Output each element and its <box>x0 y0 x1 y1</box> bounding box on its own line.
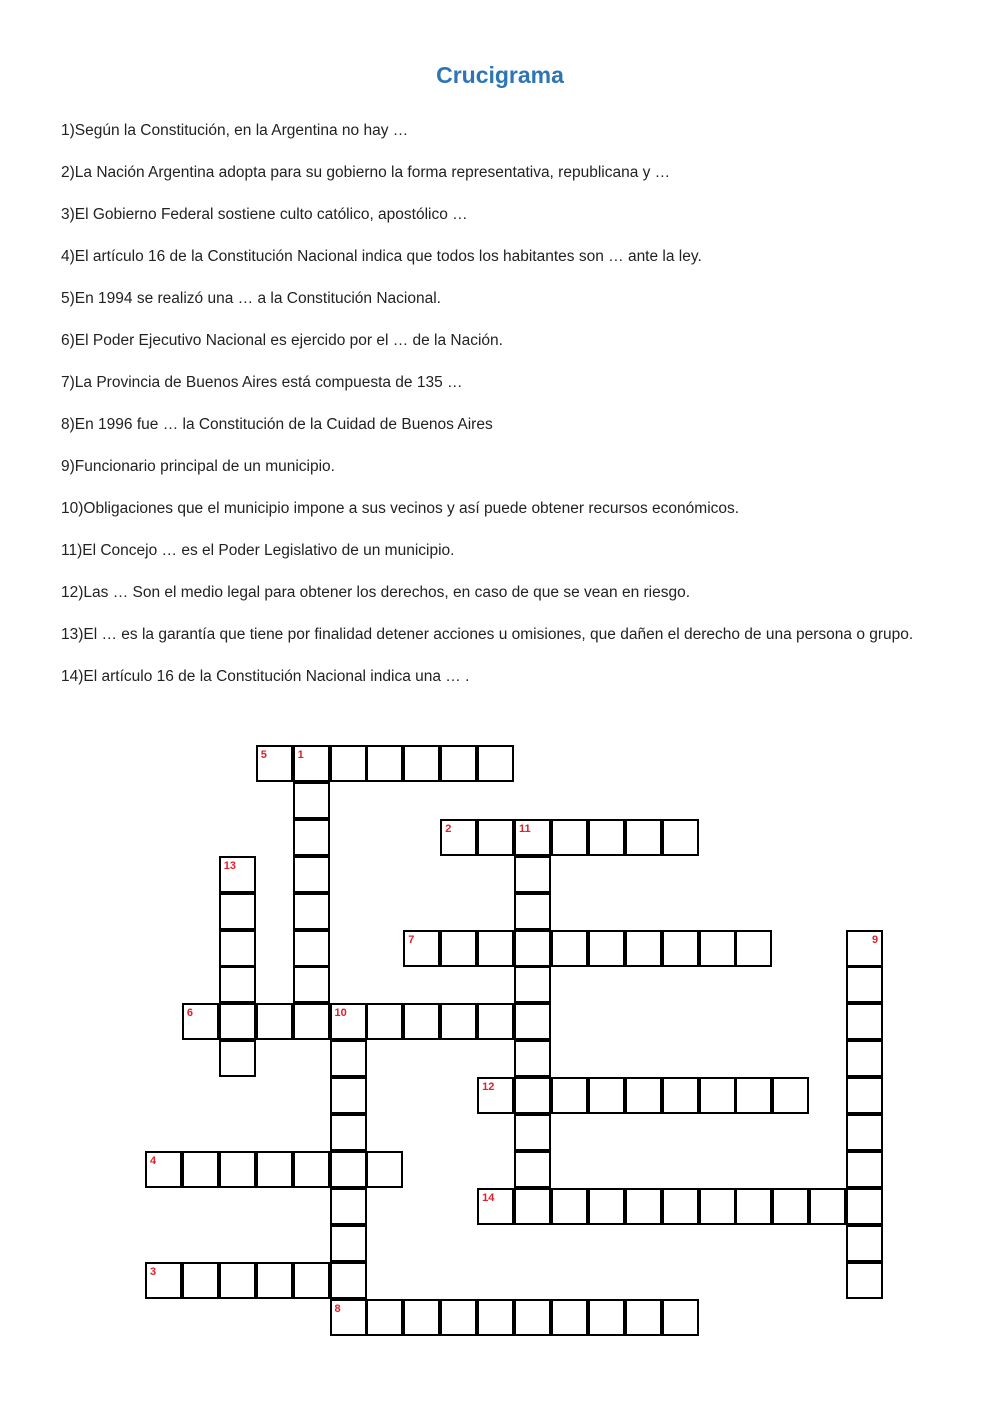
crossword-cell[interactable] <box>182 1003 219 1040</box>
clue-11: 11)El Concejo … es el Poder Legislativo de un municipio. <box>61 542 455 559</box>
crossword-cell[interactable] <box>846 1003 883 1040</box>
crossword-cell[interactable] <box>588 930 625 967</box>
crossword-cell[interactable] <box>625 819 662 856</box>
crossword-cell[interactable] <box>846 1077 883 1114</box>
crossword-cell[interactable] <box>699 1188 736 1225</box>
clue-number: 7 <box>408 933 415 946</box>
clue-8: 8)En 1996 fue … la Constitución de la Cuidad de Buenos Aires <box>61 416 493 433</box>
crossword-cell[interactable] <box>366 745 403 782</box>
crossword-cell[interactable] <box>846 1151 883 1188</box>
crossword-cell[interactable] <box>366 1003 403 1040</box>
crossword-cell[interactable] <box>662 1077 699 1114</box>
crossword-cell[interactable] <box>219 1151 256 1188</box>
crossword-cell[interactable] <box>145 1262 182 1299</box>
crossword-cell[interactable] <box>366 1151 403 1188</box>
crossword-cell[interactable] <box>440 930 477 967</box>
clue-9: 9)Funcionario principal de un municipio. <box>61 458 335 475</box>
crossword-cell[interactable] <box>440 1299 477 1336</box>
crossword-cell[interactable] <box>403 745 440 782</box>
clue-5: 5)En 1994 se realizó una … a la Constitución Nacional. <box>61 290 441 307</box>
crossword-cell[interactable] <box>219 893 256 930</box>
clue-12: 12)Las … Son el medio legal para obtener los derechos, en caso de que se vean en riesgo. <box>61 584 691 601</box>
clue-1: 1)Según la Constitución, en la Argentina no hay … <box>61 122 409 139</box>
crossword-cell[interactable] <box>514 930 551 967</box>
crossword-cell[interactable] <box>699 1077 736 1114</box>
crossword-cell[interactable] <box>735 1188 772 1225</box>
crossword-cell[interactable] <box>477 1299 514 1336</box>
clue-number: 5 <box>260 749 267 761</box>
clue-3: 3)El Gobierno Federal sostiene culto católico, apostólico … <box>61 206 468 223</box>
crossword-cell[interactable] <box>514 1151 551 1188</box>
crossword-cell[interactable] <box>366 1299 403 1336</box>
crossword-cell[interactable] <box>330 1262 367 1299</box>
crossword-cell[interactable] <box>846 1040 883 1077</box>
crossword-cell[interactable] <box>735 1077 772 1114</box>
crossword-cell[interactable] <box>588 1077 625 1114</box>
crossword-cell[interactable] <box>330 1077 367 1114</box>
crossword-cell[interactable] <box>219 856 256 893</box>
crossword-cell[interactable] <box>846 1225 883 1262</box>
clue-7: 7)La Provincia de Buenos Aires está compuesta de 135 … <box>61 374 463 391</box>
crossword-cell[interactable] <box>514 1040 551 1077</box>
crossword-cell[interactable] <box>809 1188 846 1225</box>
crossword-cell[interactable] <box>846 1262 883 1299</box>
clue-2: 2)La Nación Argentina adopta para su gobierno la forma representativa, republicana y … <box>61 164 671 181</box>
clue-number: 2 <box>445 822 452 835</box>
clue-number: 1 <box>297 749 304 761</box>
crossword-cell[interactable] <box>403 930 440 967</box>
crossword-cell[interactable] <box>772 1077 809 1114</box>
crossword-cell[interactable] <box>477 745 514 782</box>
clue-number: 8 <box>334 1302 341 1315</box>
crossword-cell[interactable] <box>846 1114 883 1151</box>
crossword-cell[interactable] <box>662 1299 699 1336</box>
crossword-cell[interactable] <box>330 745 367 782</box>
clue-number: 14 <box>482 1191 495 1204</box>
crossword-cell[interactable] <box>662 930 699 967</box>
crossword-cell[interactable] <box>772 1188 809 1225</box>
crossword-cell[interactable] <box>256 745 293 782</box>
crossword-cell[interactable] <box>293 1262 330 1299</box>
crossword-cell[interactable] <box>256 1262 293 1299</box>
crossword-cell[interactable] <box>514 1188 551 1225</box>
clue-number: 3 <box>150 1265 157 1278</box>
crossword-cell[interactable] <box>256 1151 293 1188</box>
crossword-cell[interactable] <box>293 930 330 967</box>
crossword-cell[interactable] <box>145 1151 182 1188</box>
crossword-cell[interactable] <box>293 893 330 930</box>
clue-number: 10 <box>334 1007 347 1020</box>
crossword-cell[interactable] <box>588 1188 625 1225</box>
crossword-cell[interactable] <box>440 745 477 782</box>
clue-6: 6)El Poder Ejecutivo Nacional es ejercido por el … de la Nación. <box>61 332 503 349</box>
crossword-cell[interactable] <box>330 1225 367 1262</box>
crossword-cell[interactable] <box>293 819 330 856</box>
crossword-cell[interactable] <box>551 1077 588 1114</box>
crossword-cell[interactable] <box>293 782 330 819</box>
clue-number: 6 <box>186 1007 194 1020</box>
crossword-cell[interactable] <box>846 930 883 967</box>
crossword-cell[interactable] <box>219 1003 256 1040</box>
crossword-cell[interactable] <box>293 745 330 782</box>
crossword-cell[interactable] <box>514 893 551 930</box>
crossword-cell[interactable] <box>551 1299 588 1336</box>
clue-number: 9 <box>871 933 879 946</box>
crossword-cell[interactable] <box>440 819 477 856</box>
crossword-cell[interactable] <box>330 1151 367 1188</box>
crossword-cell[interactable] <box>514 1003 551 1040</box>
crossword-cell[interactable] <box>735 930 772 967</box>
crossword-cell[interactable] <box>551 819 588 856</box>
crossword-cell[interactable] <box>330 1040 367 1077</box>
crossword-cell[interactable] <box>293 966 330 1003</box>
crossword-cell[interactable] <box>514 966 551 1003</box>
crossword-cell[interactable] <box>403 1003 440 1040</box>
page-title: Crucigrama <box>436 62 564 88</box>
crossword-cell[interactable] <box>219 1040 256 1077</box>
crossword-cell[interactable] <box>551 1188 588 1225</box>
crossword-cell[interactable] <box>256 1003 293 1040</box>
crossword-cell[interactable] <box>846 1188 883 1225</box>
crossword-cell[interactable] <box>588 819 625 856</box>
crossword-cell[interactable] <box>440 1003 477 1040</box>
crossword-cell[interactable] <box>293 856 330 893</box>
crossword-cell[interactable] <box>219 1262 256 1299</box>
crossword-cell[interactable] <box>330 1003 367 1040</box>
crossword-cell[interactable] <box>477 1003 514 1040</box>
crossword-cell[interactable] <box>330 1188 367 1225</box>
crossword-cell[interactable] <box>293 1151 330 1188</box>
crossword-cell[interactable] <box>182 1262 219 1299</box>
clue-13: 13)El … es la garantía que tiene por finalidad detener acciones u omisiones, que dañen el derecho de una persona o grupo. <box>61 626 914 643</box>
crossword-cell[interactable] <box>625 1077 662 1114</box>
crossword-cell[interactable] <box>477 1188 514 1225</box>
crossword-cell[interactable] <box>551 930 588 967</box>
crossword-cell[interactable] <box>219 966 256 1003</box>
clue-number: 12 <box>482 1081 495 1094</box>
crossword-cell[interactable] <box>588 1299 625 1336</box>
crossword-cell[interactable] <box>477 819 514 856</box>
clue-number: 4 <box>150 1154 157 1167</box>
crossword-cell[interactable] <box>514 856 551 893</box>
crossword-cell[interactable] <box>514 1077 551 1114</box>
clue-10: 10)Obligaciones que el municipio impone a sus vecinos y así puede obtener recursos económicos. <box>61 500 740 517</box>
crossword-cell[interactable] <box>477 930 514 967</box>
crossword-cell[interactable] <box>330 1114 367 1151</box>
crossword-cell[interactable] <box>477 1077 514 1114</box>
crossword-cell[interactable] <box>330 1299 367 1336</box>
clue-4: 4)El artículo 16 de la Constitución Nacional indica que todos los habitantes son … ante la ley. <box>61 248 702 265</box>
crossword-cell[interactable] <box>403 1299 440 1336</box>
crossword-cell[interactable] <box>846 966 883 1003</box>
crossword-cell[interactable] <box>662 819 699 856</box>
crossword-cell[interactable] <box>625 1188 662 1225</box>
crossword-cell[interactable] <box>625 1299 662 1336</box>
clue-number: 11 <box>519 822 531 835</box>
crossword-cell[interactable] <box>662 1188 699 1225</box>
clue-14: 14)El artículo 16 de la Constitución Nacional indica una … . <box>61 668 470 685</box>
crossword-cell[interactable] <box>293 1003 330 1040</box>
crossword-cell[interactable] <box>514 1114 551 1151</box>
crossword-cell[interactable] <box>182 1151 219 1188</box>
crossword-cell[interactable] <box>699 930 736 967</box>
crossword-cell[interactable] <box>625 930 662 967</box>
crossword-cell[interactable] <box>219 930 256 967</box>
crossword-cell[interactable] <box>514 1299 551 1336</box>
crossword-cell[interactable] <box>514 819 551 856</box>
clue-number: 13 <box>223 859 237 872</box>
